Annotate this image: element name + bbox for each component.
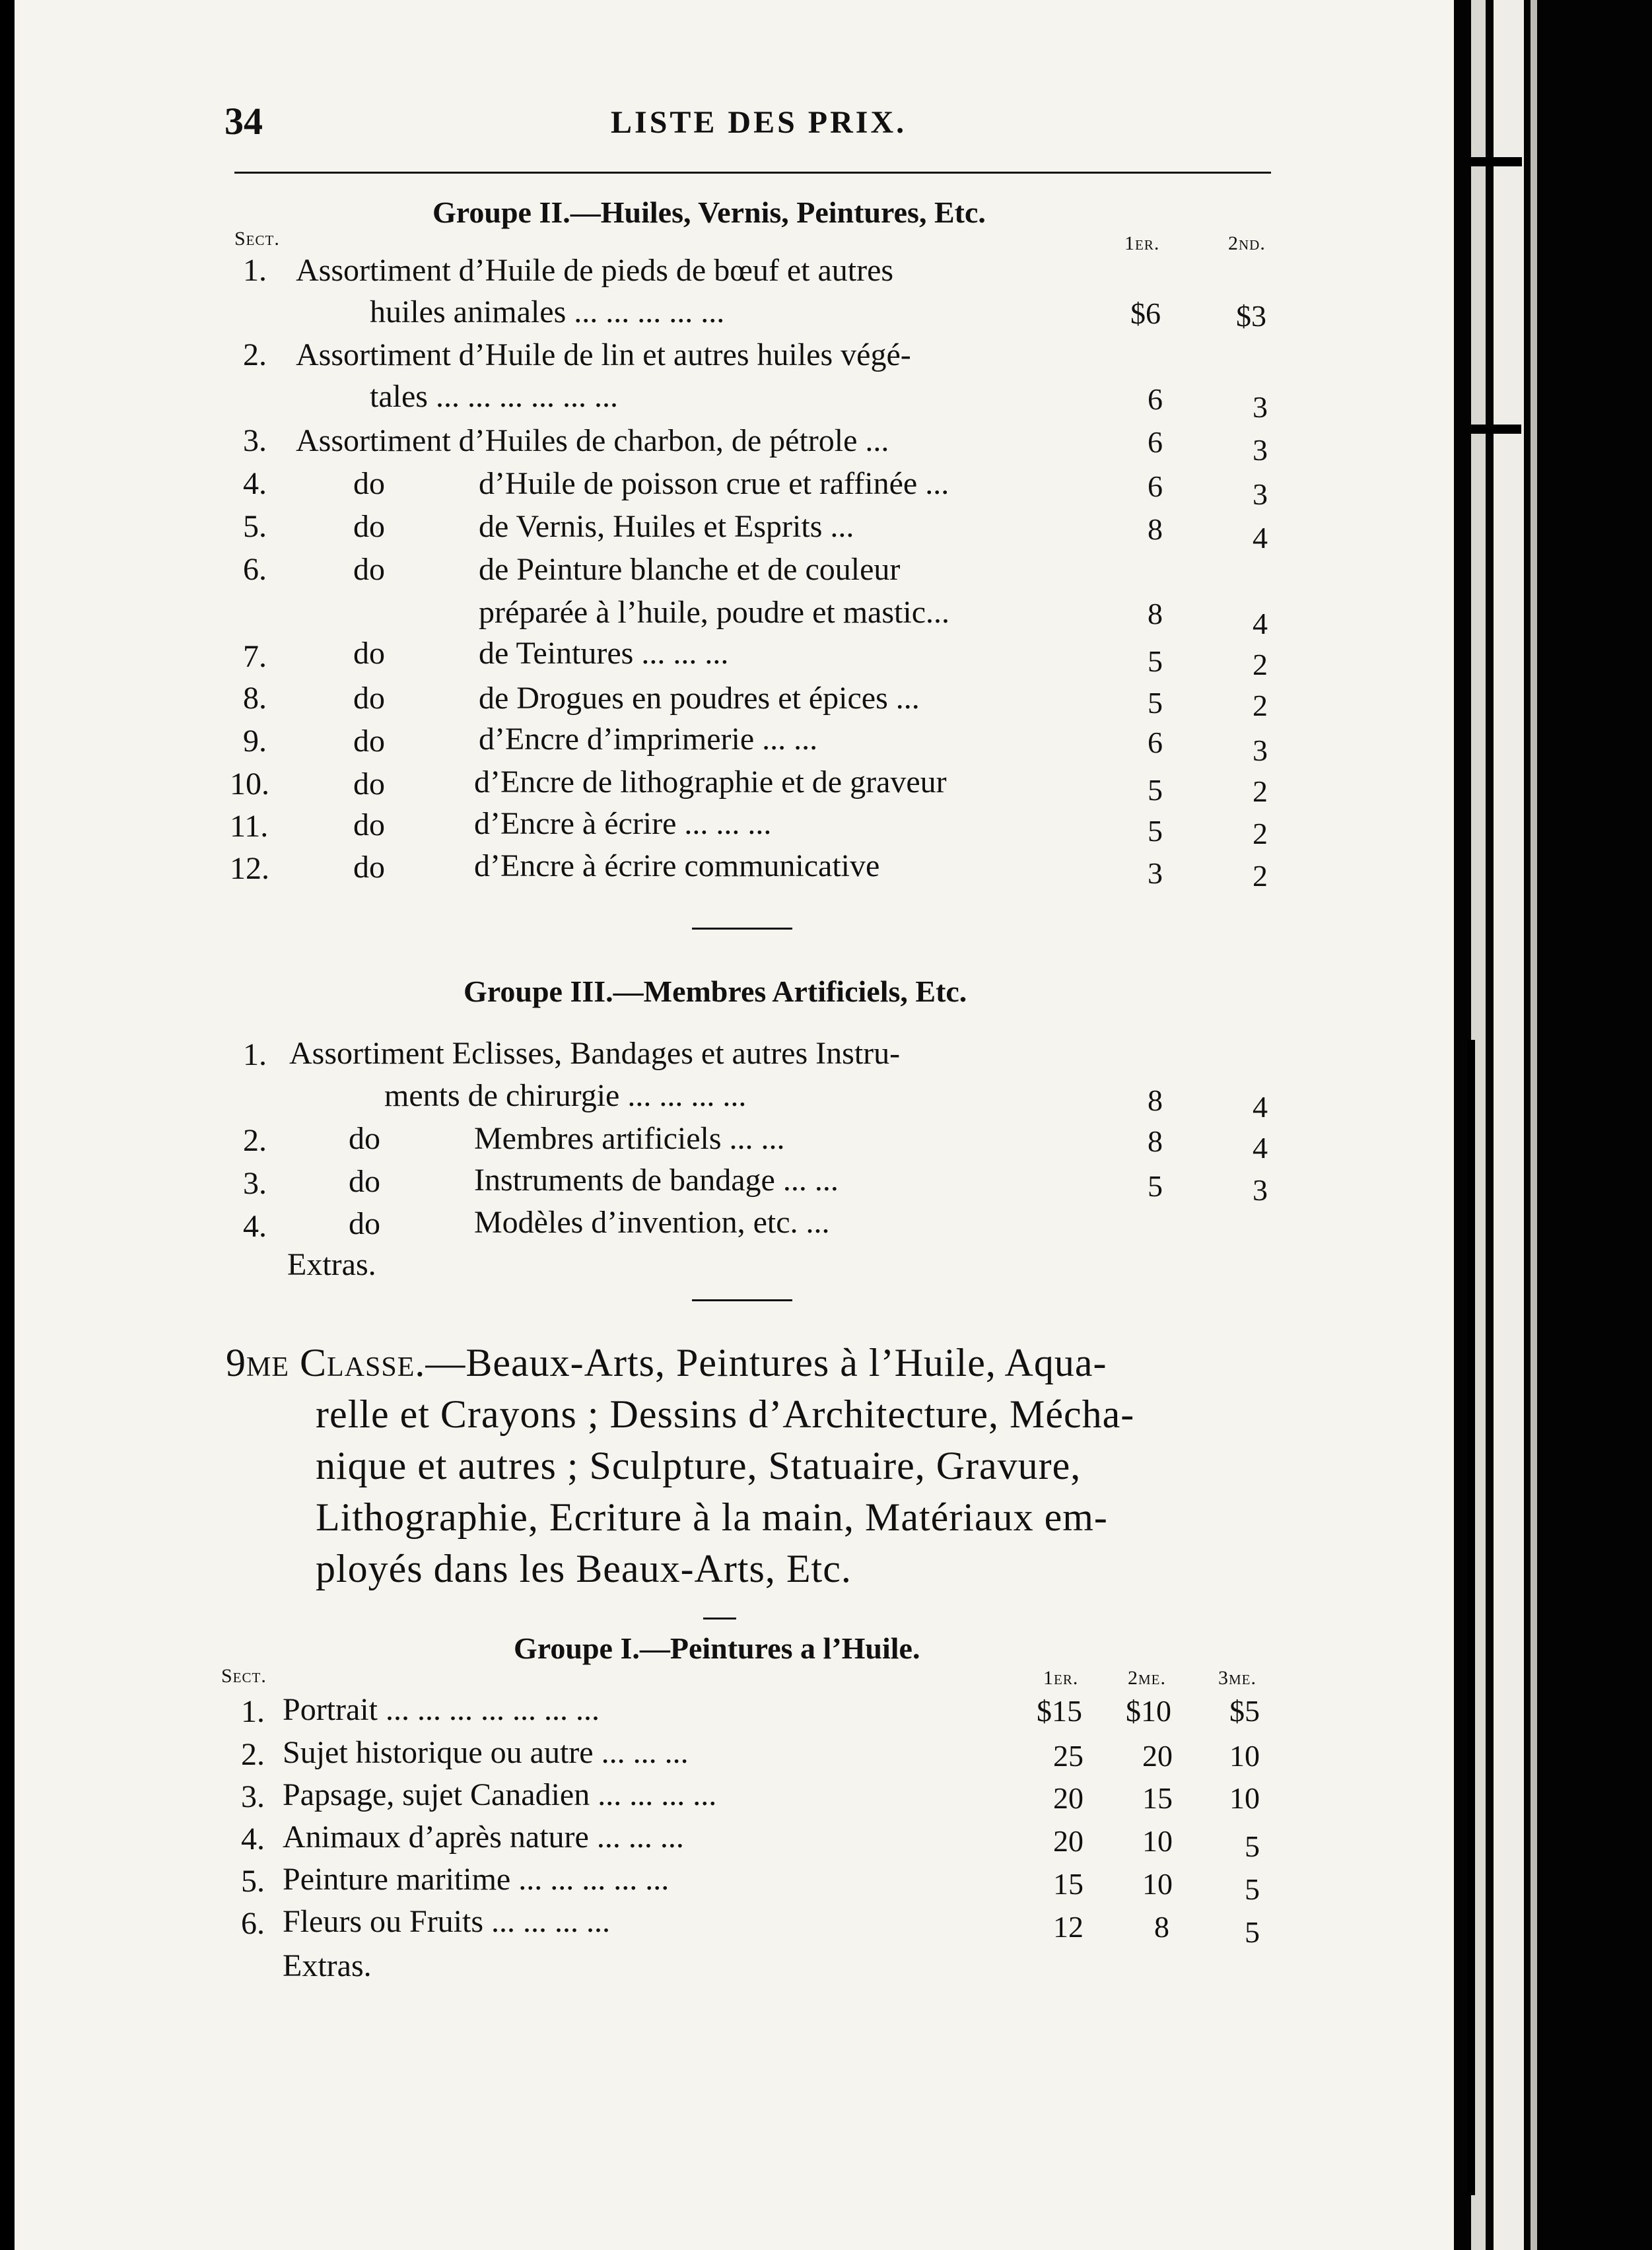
price-second: 4: [1253, 521, 1268, 555]
ditto-mark: do: [353, 767, 385, 801]
row-text: Membres artificiels ... ...: [474, 1121, 785, 1156]
ditto-mark: do: [353, 466, 385, 501]
col-header: 2me.: [1128, 1667, 1166, 1689]
row-number: 4.: [243, 466, 267, 501]
price-third: $5: [1229, 1694, 1260, 1728]
price-second: 20: [1142, 1739, 1173, 1773]
price-first: 5: [1148, 644, 1163, 678]
price-third: 10: [1229, 1739, 1260, 1773]
price-first: 8: [1148, 1083, 1163, 1117]
group-title: Groupe II.—Huiles, Vernis, Peintures, Etc.: [432, 195, 986, 229]
page-edge: [1531, 0, 1537, 2250]
price-second: $10: [1126, 1694, 1171, 1728]
price-second: 2: [1253, 859, 1268, 893]
extras-label: Extras.: [287, 1247, 376, 1282]
price-third: 5: [1245, 1872, 1260, 1906]
row-number: 9.: [243, 724, 267, 759]
price-first: 6: [1148, 425, 1163, 459]
row-text: d’Huile de poisson crue et raffinée ...: [479, 466, 949, 501]
price-second: 3: [1253, 433, 1268, 467]
ditto-mark: do: [353, 850, 385, 885]
class-heading: [226, 1340, 1107, 1386]
page-number: 34: [224, 100, 263, 143]
class-number: 9me: [226, 1341, 289, 1384]
group-title: Groupe I.—Peintures a l’Huile.: [514, 1631, 920, 1665]
class-label: Classe.: [300, 1341, 426, 1384]
row-number: 3.: [241, 1779, 265, 1814]
ditto-mark: do: [353, 807, 385, 842]
ditto-mark: do: [353, 552, 385, 587]
section-divider: [692, 928, 792, 930]
sect-label: Sect.: [221, 1665, 267, 1687]
row-number: 11.: [230, 809, 269, 844]
ditto-mark: do: [353, 724, 385, 759]
running-title: LISTE DES PRIX.: [611, 105, 907, 140]
ditto-mark: do: [349, 1206, 380, 1241]
price-second: 8: [1154, 1910, 1169, 1944]
price-second: 4: [1253, 1131, 1268, 1165]
row-number: 1.: [243, 253, 267, 288]
price-first: $15: [1037, 1694, 1082, 1728]
price-second: 4: [1253, 1090, 1268, 1124]
price-first: 8: [1148, 1124, 1163, 1158]
price-first: 5: [1148, 773, 1163, 807]
row-text: Assortiment d’Huiles de charbon, de pétrole ...: [296, 423, 889, 458]
price-second: 3: [1253, 1173, 1268, 1207]
group-title: Groupe III.—Membres Artificiels, Etc.: [464, 974, 967, 1008]
price-third: 5: [1245, 1915, 1260, 1949]
row-number: 1.: [243, 1037, 267, 1072]
price-first: 6: [1148, 726, 1163, 759]
row-text: Instruments de bandage ... ...: [474, 1163, 839, 1198]
binding-stitch: [1469, 157, 1522, 166]
header-rule: [234, 172, 1271, 174]
price-first: 15: [1053, 1867, 1084, 1901]
price-second: 10: [1142, 1824, 1173, 1858]
row-text: d’Encre de lithographie et de graveur: [474, 765, 947, 800]
row-text: Animaux d’après nature ... ... ...: [283, 1820, 684, 1855]
price-first: 3: [1148, 856, 1163, 890]
price-first: 25: [1053, 1739, 1084, 1773]
row-text: ments de chirurgie ... ... ... ...: [384, 1078, 747, 1113]
section-divider: [703, 1618, 736, 1619]
price-second: $3: [1236, 299, 1266, 333]
price-first: 5: [1148, 1169, 1163, 1203]
row-text: d’Encre à écrire ... ... ...: [474, 806, 772, 841]
row-number: 5.: [241, 1864, 265, 1899]
row-number: 8.: [243, 681, 267, 716]
row-text: Assortiment Eclisses, Bandages et autres Instru-: [289, 1036, 901, 1071]
row-number: 2.: [241, 1737, 265, 1772]
row-text: Peinture maritime ... ... ... ... ...: [283, 1862, 670, 1897]
price-first: $6: [1130, 296, 1161, 330]
row-text: Papsage, sujet Canadien ... ... ... ...: [283, 1777, 717, 1812]
row-number: 5.: [243, 509, 267, 544]
price-second: 3: [1253, 477, 1268, 511]
row-text: Assortiment d’Huile de lin et autres huiles végé-: [296, 337, 911, 372]
price-second: 4: [1253, 607, 1268, 640]
class-text: nique et autres ; Sculpture, Statuaire, Gravure,: [316, 1444, 1082, 1487]
binding-thread: [1467, 1040, 1475, 2195]
price-first: 5: [1148, 686, 1163, 720]
binding-stitch: [1471, 425, 1521, 434]
price-second: 15: [1142, 1781, 1173, 1815]
sect-label: Sect.: [234, 228, 280, 250]
price-first: 12: [1053, 1910, 1084, 1944]
col-header: 3me.: [1218, 1667, 1256, 1689]
price-first: 6: [1148, 382, 1163, 416]
extras-label: Extras.: [283, 1948, 372, 1983]
price-first: 5: [1148, 814, 1163, 848]
row-number: 12.: [230, 851, 269, 886]
class-text: —Beaux-Arts, Peintures à l’Huile, Aqua-: [425, 1341, 1107, 1384]
row-text: de Drogues en poudres et épices ...: [479, 681, 920, 716]
price-second: 2: [1253, 817, 1268, 850]
row-number: 1.: [241, 1694, 265, 1729]
ditto-mark: do: [349, 1164, 380, 1199]
row-number: 4.: [243, 1209, 267, 1244]
row-text: Portrait ... ... ... ... ... ... ...: [283, 1692, 600, 1727]
price-third: 10: [1229, 1781, 1260, 1815]
row-text: tales ... ... ... ... ... ...: [370, 379, 618, 414]
row-text: Sujet historique ou autre ... ... ...: [283, 1735, 689, 1770]
row-text: préparée à l’huile, poudre et mastic...: [479, 595, 950, 630]
row-text: d’Encre à écrire communicative: [474, 848, 880, 883]
price-second: 2: [1253, 648, 1268, 681]
row-text: Assortiment d’Huile de pieds de bœuf et autres: [296, 253, 894, 288]
row-text: de Vernis, Huiles et Esprits ...: [479, 509, 854, 544]
page-edge: [1494, 0, 1524, 2250]
col-header: 2nd.: [1228, 232, 1266, 254]
row-number: 6.: [243, 552, 267, 587]
row-number: 6.: [241, 1906, 265, 1941]
row-text: d’Encre d’imprimerie ... ...: [479, 722, 818, 757]
class-text: relle et Crayons ; Dessins d’Architecture, Mécha-: [316, 1392, 1135, 1436]
row-number: 10.: [230, 767, 269, 801]
price-second: 10: [1142, 1867, 1173, 1901]
ditto-mark: do: [353, 681, 385, 716]
class-text: Lithographie, Ecriture à la main, Matériaux em-: [316, 1495, 1108, 1539]
row-text: de Peinture blanche et de couleur: [479, 552, 901, 587]
price-first: 20: [1053, 1824, 1084, 1858]
col-header: 1er.: [1043, 1667, 1079, 1689]
row-text: huiles animales ... ... ... ... ...: [370, 294, 725, 329]
ditto-mark: do: [349, 1121, 380, 1156]
row-text: Modèles d’invention, etc. ...: [474, 1205, 830, 1240]
col-header: 1er.: [1124, 232, 1160, 254]
ditto-mark: do: [353, 636, 385, 671]
section-divider: [692, 1299, 792, 1301]
price-second: 2: [1253, 774, 1268, 808]
row-number: 4.: [241, 1822, 265, 1857]
row-number: 7.: [243, 639, 267, 674]
row-number: 2.: [243, 1123, 267, 1158]
row-text: de Teintures ... ... ...: [479, 636, 729, 671]
price-first: 20: [1053, 1781, 1084, 1815]
price-second: 3: [1253, 733, 1268, 767]
row-text: Fleurs ou Fruits ... ... ... ...: [283, 1904, 611, 1939]
price-third: 5: [1245, 1829, 1260, 1863]
row-number: 2.: [243, 337, 267, 372]
price-second: 2: [1253, 689, 1268, 722]
price-first: 8: [1148, 512, 1163, 546]
row-number: 3.: [243, 1166, 267, 1201]
ditto-mark: do: [353, 509, 385, 544]
price-second: 3: [1253, 390, 1268, 424]
row-number: 3.: [243, 423, 267, 458]
price-first: 8: [1148, 597, 1163, 631]
class-text: ployés dans les Beaux-Arts, Etc.: [316, 1547, 852, 1590]
price-first: 6: [1148, 469, 1163, 503]
